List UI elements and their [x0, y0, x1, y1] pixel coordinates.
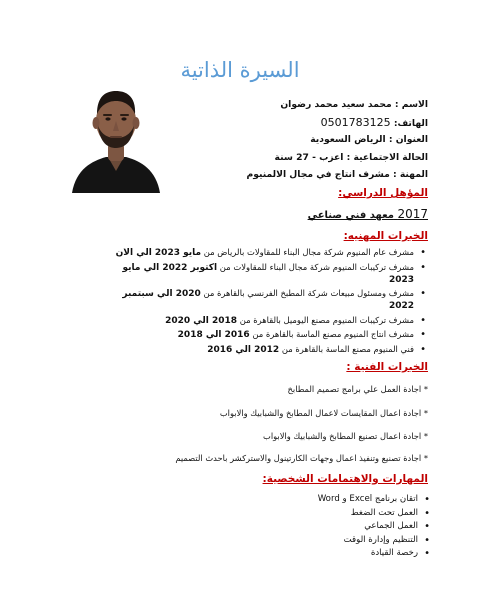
page-title: السيرة الذاتية [180, 58, 300, 82]
technical-item: * اجادة تصنيع وتنفيذ اعمال وجهات الكارتينول والاستركشر باحدث التصميم [175, 453, 428, 463]
profession-line: المهنة : مشرف انتاج في مجال الالمنيوم [246, 169, 428, 180]
list-item: • العمل الجماعي [318, 520, 432, 534]
education-degree-name: معهد فني صناعي [307, 210, 394, 221]
education-degree [308, 207, 428, 221]
phone-line [178, 114, 428, 132]
list-item: • مشرف تركيبات المنيوم شركة مجال البناء للمقاولات من اكتوبر 2022 الي مايو 2023 [98, 262, 428, 286]
personal-info [178, 96, 428, 184]
list-item: • اتقان برنامج Excel و Word [318, 493, 432, 507]
technical-item: * اجادة العمل علي برامج تصميم المطابخ [287, 384, 428, 394]
list-item: • مشرف عام المنيوم شركة مجال البناء للمقاولات بالرياض من مايو 2023 الي الان [98, 247, 428, 259]
list-item: • مشرف تركيبات المنيوم مصنع اليوميل بالقاهرة من 2018 الي 2020 [98, 315, 428, 327]
personal-skills-heading: المهارات والاهتمامات الشخصية: [262, 473, 428, 485]
education-year: 2017 [397, 207, 428, 221]
marital-status-line: الحالة الاجتماعية : اعزب - 27 سنة [274, 151, 428, 163]
list-item: • رخصة القيادة [318, 547, 432, 561]
experience-list [98, 247, 428, 358]
phone-label: الهاتف: [393, 117, 428, 129]
portrait-image [70, 81, 162, 193]
experience-heading: الخبرات المهنيه: [343, 230, 428, 242]
list-item: • مشرف ومسئول مبيعات شركة المطبخ الفرنسي بالقاهرة من 2020 الي سبتمبر 2022 [98, 288, 428, 312]
technical-heading: الخبرات الفنية : [346, 361, 428, 373]
list-item: • التنظيم وإدارة الوقت [318, 534, 432, 548]
list-item: • فني المنيوم مصنع الماسة بالقاهرة من 2012 الي 2016 [98, 344, 428, 356]
education-heading: المؤهل الدراسي: [338, 187, 428, 199]
name-line: الاسم : محمد سعيد محمد رضوان [280, 99, 428, 110]
profile-photo [70, 81, 162, 193]
address-line: العنوان : الرياض السعودية [310, 134, 428, 145]
phone-value: 0501783125 [320, 115, 391, 129]
technical-item: * اجادة اعمال المقايسات لاعمال المطابخ والشبابيك والابواب [219, 408, 428, 418]
list-item: • العمل تحت الضغط [318, 507, 432, 521]
personal-skills-list [318, 493, 432, 561]
technical-item: * اجادة اعمال تصنيع المطابخ والشبابيك والابواب [263, 431, 428, 441]
list-item: • مشرف انتاج المنيوم مصنع الماسة بالقاهرة من 2016 الي 2018 [98, 329, 428, 341]
